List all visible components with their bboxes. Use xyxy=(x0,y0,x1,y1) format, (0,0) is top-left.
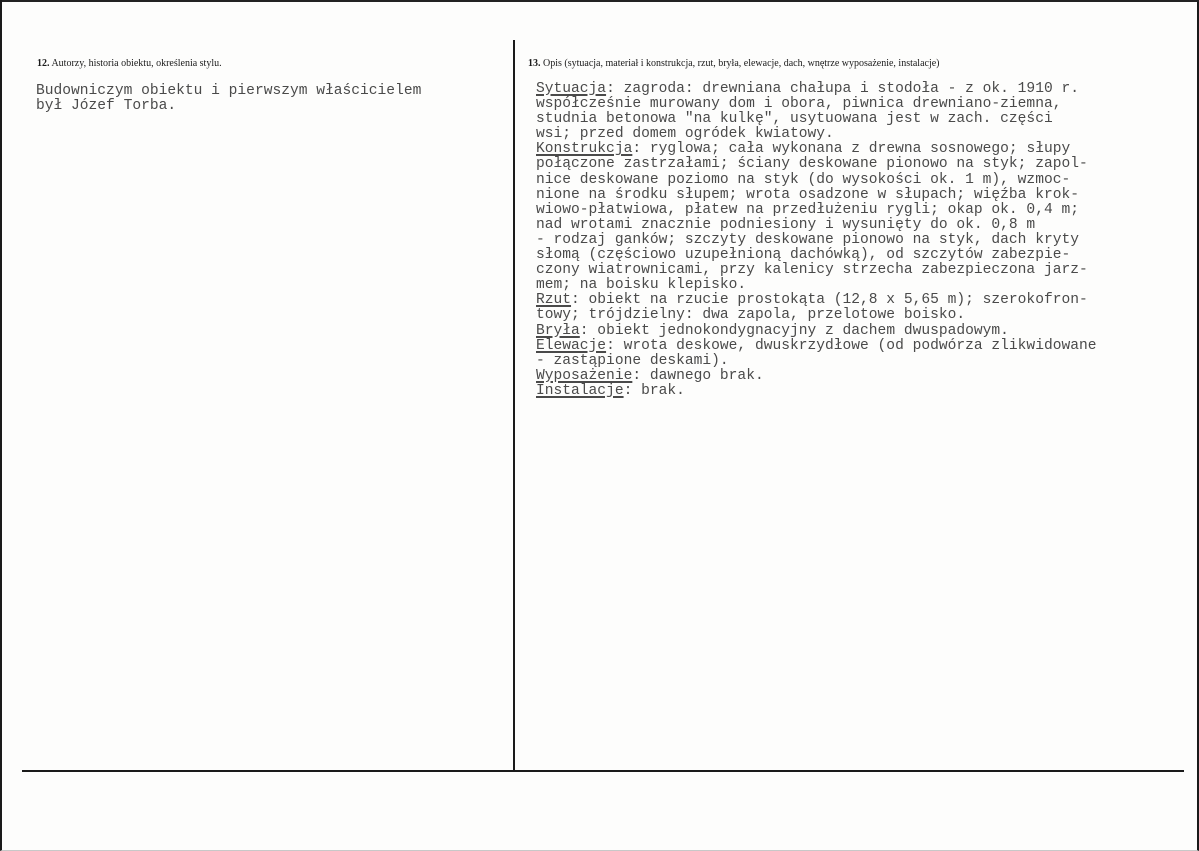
label-sytuacja: Sytuacja xyxy=(536,81,607,97)
body-text: : zagroda: drewniana chałupa i stodoła - z ok. 1910 r. xyxy=(606,81,1079,97)
rzut-line xyxy=(536,293,1186,308)
elewacje-line xyxy=(536,339,1186,354)
body-line: nione na środku słupem; wrota osadzone w słupach; więźba krok- xyxy=(536,186,1079,203)
label-instalacje: Instalacje xyxy=(536,382,624,399)
label-konstrukcja: Konstrukcja xyxy=(536,141,633,158)
body-line: wiowo-płatwiowa, płatew na przedłużeniu rygli; okap ok. 0,4 m; xyxy=(536,201,1079,218)
body-text: : obiekt jednokondygnacyjny z dachem dwuspadowym. xyxy=(579,322,1009,339)
body-line: współcześnie murowany dom i obora, piwnica drewniano-ziemna, xyxy=(536,96,1062,113)
label-wyposazenie: Wyposażenie xyxy=(536,367,633,384)
wyposazenie-line xyxy=(536,369,1186,384)
section-12-number: 12. xyxy=(37,58,50,69)
body-line: nad wrotami znacznie podniesiony i wysunięty do ok. 0,8 m xyxy=(536,216,1036,233)
konstrukcja-line xyxy=(536,142,1186,157)
column-divider xyxy=(513,40,515,770)
body-text: : brak. xyxy=(623,382,685,399)
body-line: towy; trójdzielny: dwa zapola, przelotowe boisko. xyxy=(536,307,966,324)
body-line: - rodzaj ganków; szczyty deskowane pionowo na styk, dach kryty xyxy=(536,231,1079,248)
label-elewacje: Elewacje xyxy=(536,337,607,354)
body-line: nice deskowane poziomo na styk (do wysokości ok. 1 m), wzmoc- xyxy=(536,171,1071,188)
label-bryla: Bryła xyxy=(536,322,580,339)
section-13-heading xyxy=(528,58,940,69)
bottom-rule xyxy=(22,770,1184,772)
top-border xyxy=(2,0,1199,2)
section-13-number: 13. xyxy=(528,58,541,69)
section-12-body xyxy=(36,84,506,114)
section-12-title: Autorzy, historia obiektu, określenia stylu. xyxy=(51,58,222,69)
section-12-heading xyxy=(37,58,222,69)
body-line: połączone zastrzałami; ściany deskowane pionowo na styk; zapol- xyxy=(536,156,1088,173)
body-text: : obiekt na rzucie prostokąta (12,8 x 5,65 m); szerokofron- xyxy=(571,292,1088,309)
body-line: słomą (częściowo uzupełnioną dachówką), od szczytów zabezpie- xyxy=(536,247,1071,264)
body-line: mem; na boisku klepisko. xyxy=(536,277,747,294)
instalacje-line xyxy=(536,384,1186,399)
body-line: - zastąpione deskami). xyxy=(536,352,729,369)
body-text: : dawnego brak. xyxy=(632,367,764,384)
body-text: : ryglowa; cała wykonana z drewna sosnowego; słupy xyxy=(632,141,1071,158)
body-text: : wrota deskowe, dwuskrzydłowe (od podwórza zlikwidowane xyxy=(606,337,1097,354)
sytuacja-line xyxy=(536,82,1186,97)
body-line: studnia betonowa "na kulkę", usytuowana jest w zach. części xyxy=(536,111,1053,128)
bryla-line xyxy=(536,324,1186,339)
section-13-body xyxy=(536,82,1186,399)
body-line: był Józef Torba. xyxy=(36,98,177,115)
body-line: wsi; przed domem ogródek kwiatowy. xyxy=(536,126,834,143)
section-13-title: Opis (sytuacja, materiał i konstrukcja, rzut, bryła, elewacje, dach, wnętrze wyposażenie, instalacje) xyxy=(543,58,940,69)
body-line: Budowniczym obiektu i pierwszym właścicielem xyxy=(36,83,422,99)
body-line: czony wiatrownicami, przy kalenicy strzecha zabezpieczona jarz- xyxy=(536,262,1088,279)
label-rzut: Rzut xyxy=(536,292,572,309)
